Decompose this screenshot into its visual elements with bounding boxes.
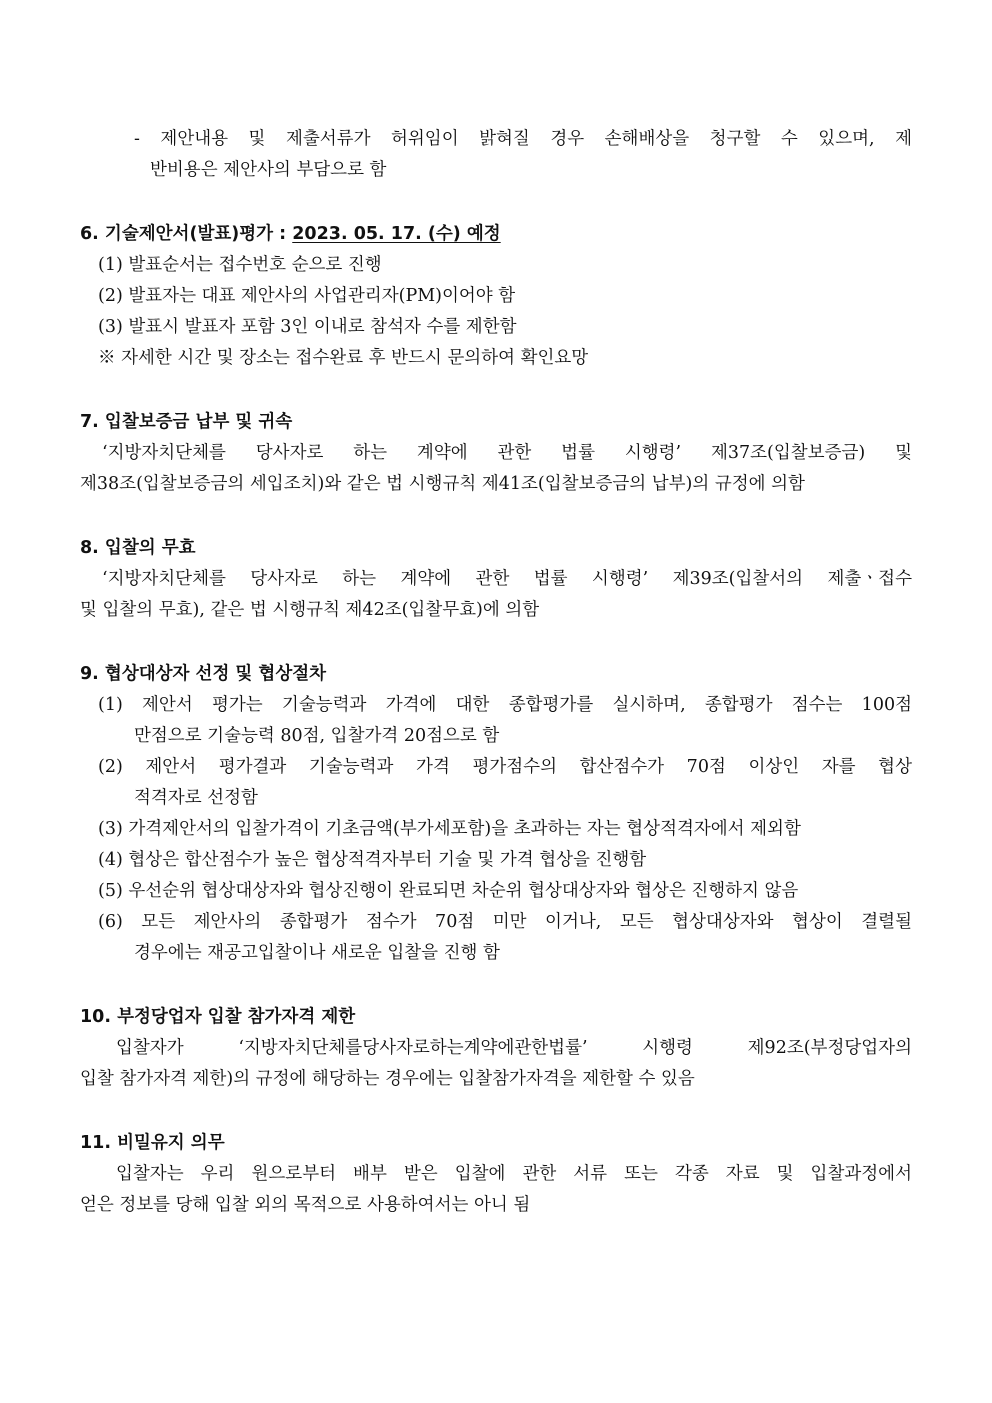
- section-11-title: 11. 비밀유지 의무: [80, 1133, 225, 1153]
- section-gap: [80, 969, 912, 1002]
- section-6: [80, 219, 912, 374]
- section-gap: [80, 374, 912, 407]
- intro-line-1: - 제안내용 및 제출서류가 허위임이 밝혀질 경우 손해배상을 청구할 수 있으며, 제: [134, 129, 912, 149]
- section-9-item-4: (4) 협상은 합산점수가 높은 협상적격자부터 기술 및 가격 협상을 진행함: [98, 850, 647, 870]
- intro-line-2: 반비용은 제안사의 부담으로 함: [150, 160, 387, 180]
- section-gap: [80, 1095, 912, 1128]
- section-7-line-1: ‘지방자치단체를 당사자로 하는 계약에 관한 법률 시행령’ 제37조(입찰보증금) 및: [102, 443, 912, 463]
- section-6-date: 2023. 05. 17. (수) 예정: [292, 224, 501, 244]
- section-9-title: 9. 협상대상자 선정 및 협상절차: [80, 664, 327, 684]
- section-8-title: 8. 입찰의 무효: [80, 538, 196, 558]
- section-9-item-6-line-2: 경우에는 재공고입찰이나 새로운 입찰을 진행 함: [134, 943, 500, 963]
- section-7-title: 7. 입찰보증금 납부 및 귀속: [80, 412, 293, 432]
- section-10-line-2: 입찰 참가자격 제한)의 규정에 해당하는 경우에는 입찰참가자격을 제한할 수 있음: [80, 1069, 695, 1089]
- section-9: [80, 659, 912, 969]
- section-9-item-1-line-2: 만점으로 기술능력 80점, 입찰가격 20점으로 함: [134, 726, 500, 746]
- section-10-title: 10. 부정당업자 입찰 참가자격 제한: [80, 1007, 356, 1027]
- section-8-line-1: ‘지방자치단체를 당사자로 하는 계약에 관한 법률 시행령’ 제39조(입찰서의 제출ㆍ접수: [102, 569, 912, 589]
- section-11-line-2: 얻은 정보를 당해 입찰 외의 목적으로 사용하여서는 아니 됨: [80, 1195, 531, 1215]
- section-6-title: [80, 219, 912, 250]
- section-9-item-5: (5) 우선순위 협상대상자와 협상진행이 완료되면 차순위 협상대상자와 협상은 진행하지 않음: [98, 881, 799, 901]
- section-gap: [80, 186, 912, 219]
- section-11: [80, 1128, 912, 1221]
- document-page: [80, 124, 912, 1221]
- section-8: [80, 533, 912, 626]
- section-6-title-text: 6. 기술제안서(발표)평가 :: [80, 224, 293, 244]
- section-11-line-1: 입찰자는 우리 원으로부터 배부 받은 입찰에 관한 서류 또는 각종 자료 및 입찰과정에서: [116, 1164, 912, 1184]
- section-gap: [80, 500, 912, 533]
- section-6-item-3: (3) 발표시 발표자 포함 3인 이내로 참석자 수를 제한함: [98, 317, 517, 337]
- section-7: [80, 407, 912, 500]
- section-9-item-2-line-1: (2) 제안서 평가결과 기술능력과 가격 평가점수의 합산점수가 70점 이상인 자를 협상: [98, 757, 912, 777]
- section-9-item-6-line-1: (6) 모든 제안사의 종합평가 점수가 70점 미만 이거나, 모든 협상대상자와 협상이 결렬될: [98, 912, 912, 932]
- section-9-item-2-line-2: 적격자로 선정함: [134, 788, 258, 808]
- section-9-item-1-line-1: (1) 제안서 평가는 기술능력과 가격에 대한 종합평가를 실시하며, 종합평가 점수는 100점: [98, 695, 912, 715]
- section-6-note: ※ 자세한 시간 및 장소는 접수완료 후 반드시 문의하여 확인요망: [98, 348, 589, 368]
- section-gap: [80, 626, 912, 659]
- section-6-item-2: (2) 발표자는 대표 제안사의 사업관리자(PM)이어야 함: [98, 286, 516, 306]
- section-6-item-1: (1) 발표순서는 접수번호 순으로 진행: [98, 255, 382, 275]
- section-10: [80, 1002, 912, 1095]
- section-9-item-3: (3) 가격제안서의 입찰가격이 기초금액(부가세포함)을 초과하는 자는 협상적격자에서 제외함: [98, 819, 801, 839]
- section-10-line-1: 입찰자가 ‘지방자치단체를당사자로하는계약에관한법률’ 시행령 제92조(부정당업자의: [116, 1038, 912, 1058]
- section-8-line-2: 및 입찰의 무효), 같은 법 시행규칙 제42조(입찰무효)에 의함: [80, 600, 540, 620]
- section-7-line-2: 제38조(입찰보증금의 세입조치)와 같은 법 시행규칙 제41조(입찰보증금의 납부)의 규정에 의함: [80, 474, 805, 494]
